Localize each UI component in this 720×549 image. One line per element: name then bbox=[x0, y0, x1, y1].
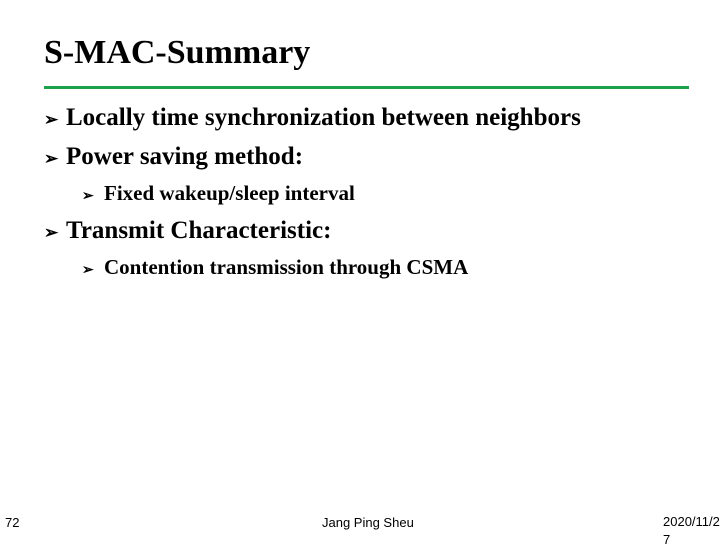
slide-title: S-MAC-Summary bbox=[44, 34, 311, 71]
arrow-bullet-icon: ➢ bbox=[82, 189, 94, 204]
arrow-bullet-icon: ➢ bbox=[44, 149, 59, 168]
bullet-text: Power saving method: bbox=[66, 143, 304, 170]
arrow-bullet-icon: ➢ bbox=[82, 263, 94, 278]
bullet-item bbox=[44, 217, 331, 245]
bullet-text: Transmit Characteristic: bbox=[66, 217, 332, 244]
title-underline bbox=[44, 86, 689, 89]
bullet-text: Contention transmission through CSMA bbox=[104, 255, 469, 279]
bullet-item bbox=[44, 104, 581, 132]
bullet-text: Fixed wakeup/sleep interval bbox=[104, 181, 355, 205]
sub-bullet-item bbox=[82, 181, 355, 206]
footer-date: 2020/11/27 bbox=[663, 514, 720, 547]
footer-author: Jang Ping Sheu bbox=[322, 515, 414, 530]
arrow-bullet-icon: ➢ bbox=[44, 223, 59, 242]
arrow-bullet-icon: ➢ bbox=[44, 110, 59, 129]
bullet-text: Locally time synchronization between neighbors bbox=[66, 104, 581, 131]
page-number: 72 bbox=[5, 515, 20, 530]
sub-bullet-item bbox=[82, 255, 468, 280]
bullet-item bbox=[44, 143, 303, 171]
